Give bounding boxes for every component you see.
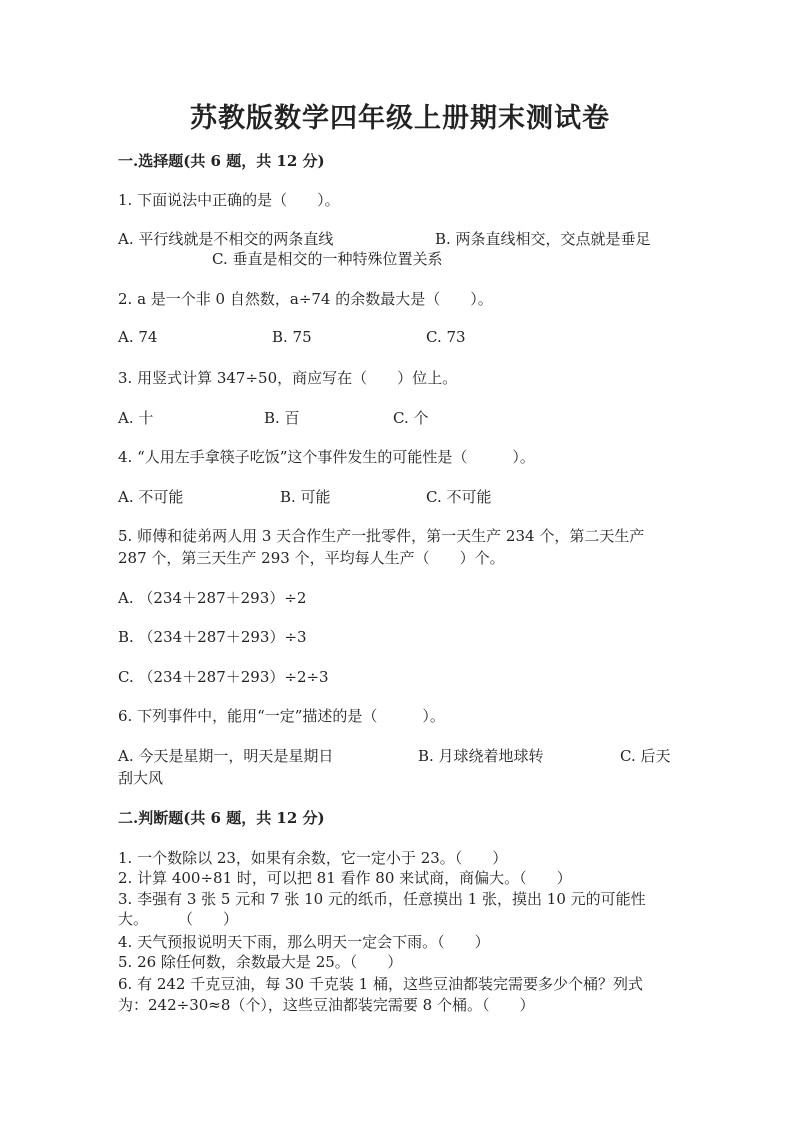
q4-option-a: A. 不可能: [118, 488, 184, 506]
section-2-heading: 二.判断题(共 6 题，共 12 分): [118, 809, 325, 827]
q2-option-b: B. 75: [272, 328, 312, 346]
q6-option-c: C. 后天: [620, 747, 671, 765]
question-2: 2. a 是一个非 0 自然数，a÷74 的余数最大是（ ）。: [118, 290, 493, 308]
q1-option-b: B. 两条直线相交，交点就是垂足: [435, 230, 651, 248]
question-4: 4. “人用左手拿筷子吃饭”这个事件发生的可能性是（ ）。: [118, 448, 535, 466]
judge-item-6: 6. 有 242 千克豆油，每 30 千克装 1 桶，这些豆油都装完需要多少个桶？列式: [118, 975, 643, 993]
q5-option-b: B. （234＋287＋293）÷3: [118, 628, 307, 646]
q1-option-a: A. 平行线就是不相交的两条直线: [118, 230, 334, 248]
q5-option-c: C. （234＋287＋293）÷2÷3: [118, 668, 329, 686]
q6-option-b: B. 月球绕着地球转: [418, 747, 544, 765]
q3-option-c: C. 个: [393, 409, 429, 427]
q3-option-b: B. 百: [264, 409, 300, 427]
question-1: 1. 下面说法中正确的是（ ）。: [118, 191, 340, 209]
judge-item-2: 2. 计算 400÷81 时，可以把 81 看作 80 来试商，商偏大。（ ）: [118, 869, 572, 887]
q6-option-a: A. 今天是星期一，明天是星期日: [118, 747, 334, 765]
q2-option-c: C. 73: [426, 328, 466, 346]
q1-option-c: C. 垂直是相交的一种特殊位置关系: [212, 250, 443, 268]
judge-item-3: 3. 李强有 3 张 5 元和 7 张 10 元的纸币，任意摸出 1 张，摸出 10 元的可能性: [118, 890, 646, 908]
judge-item-5: 5. 26 除任何数，余数最大是 25。（ ）: [118, 953, 403, 971]
q5-option-a: A. （234＋287＋293）÷2: [118, 589, 307, 607]
question-6: 6. 下列事件中，能用“一定”描述的是（ ）。: [118, 707, 445, 725]
judge-item-4: 4. 天气预报说明天下雨，那么明天一定会下雨。（ ）: [118, 933, 490, 951]
judge-item-3-continued: 大。 （ ）: [118, 910, 239, 928]
q4-option-c: C. 不可能: [426, 488, 492, 506]
question-5-line-2: 287 个，第三天生产 293 个，平均每人生产（ ）个。: [118, 549, 505, 567]
judge-item-6-continued: 为：242÷30≈8（个），这些豆油都装完需要 8 个桶。（ ）: [118, 996, 535, 1014]
judge-item-1: 1. 一个数除以 23，如果有余数，它一定小于 23。（ ）: [118, 849, 508, 867]
section-1-heading: 一.选择题(共 6 题，共 12 分): [118, 152, 325, 170]
page-title: 苏教版数学四年级上册期末测试卷: [190, 103, 610, 134]
question-5-line-1: 5. 师傅和徒弟两人用 3 天合作生产一批零件，第一天生产 234 个，第二天生产: [118, 527, 645, 545]
q4-option-b: B. 可能: [280, 488, 331, 506]
question-3: 3. 用竖式计算 347÷50，商应写在（ ）位上。: [118, 369, 458, 387]
q2-option-a: A. 74: [118, 328, 158, 346]
q3-option-a: A. 十: [118, 409, 154, 427]
q6-option-c-continued: 刮大风: [118, 769, 164, 787]
